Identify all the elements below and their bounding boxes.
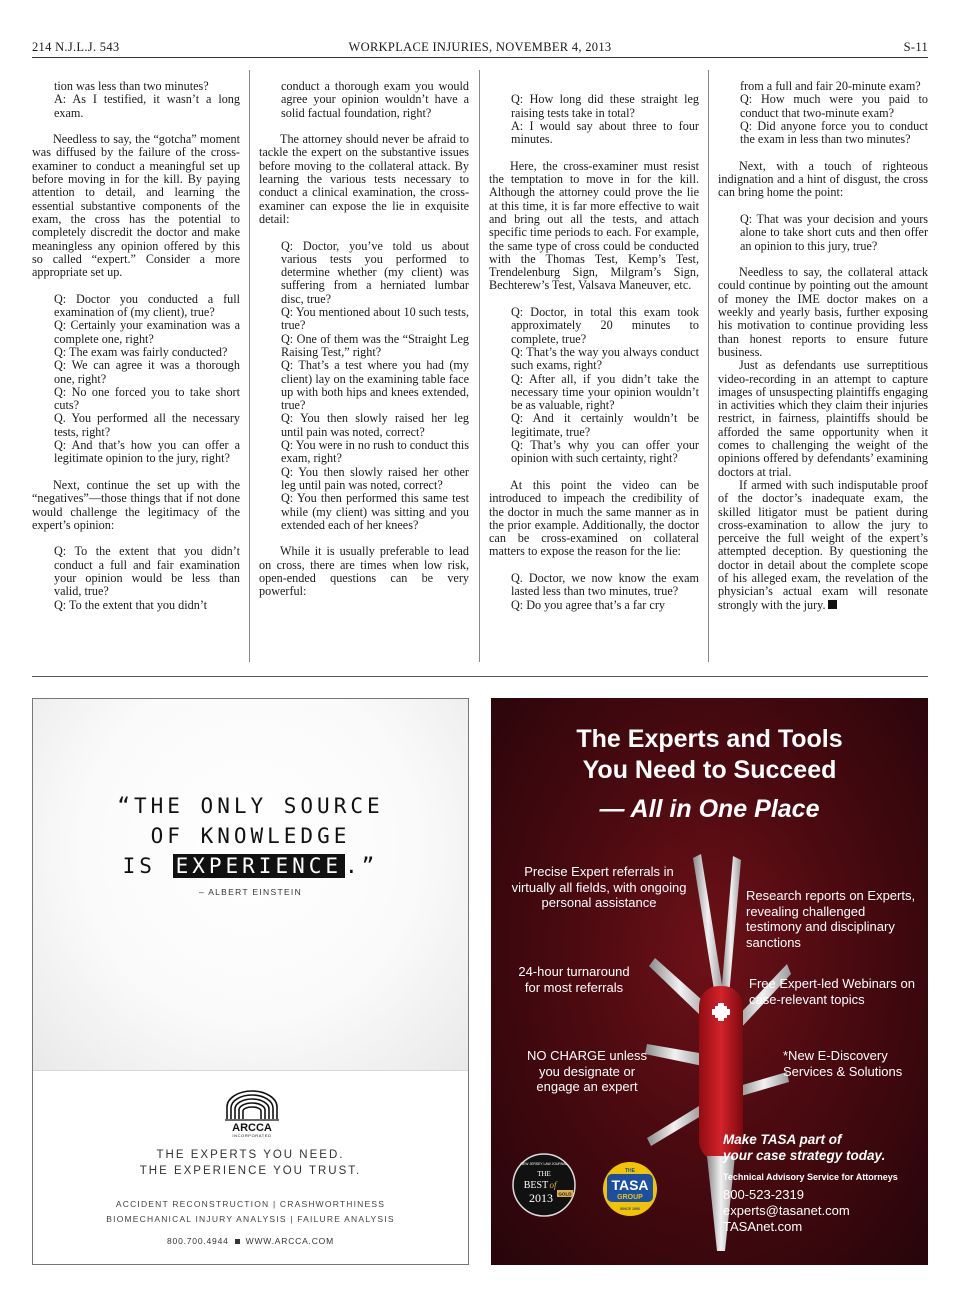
quote-panel [33,699,468,1071]
article-column-4 [718,80,928,662]
qa-line: tion was less than two minutes? [54,80,209,93]
paragraph: Needless to say, the “gotcha” moment was diffused by the failure of the cross-examiner to conduct a meaningful set up before moving in for the kill. By paying attention to detail, and learning the essential substantive components of the exam, the cross has the potential to completely discredit the doctor and make meaningless any opinion offered by this so called “expert.” Consider a more appropriate set up. [32,132,240,280]
qa-block [740,80,928,146]
qa-line: Q: You then slowly raised her leg until pain was noted, correct? [281,411,469,439]
tasa-call-to-action [723,1132,923,1163]
qa-line: Q: Doctor, in total this exam took approximately 20 minutes to complete, true? [511,305,699,346]
badge-best: BEST [523,1180,549,1191]
qa-line: A: As I testified, it wasn’t a long exam. [54,92,240,120]
tasa-email-link[interactable]: experts@tasanet.com [723,1203,850,1218]
badge-journal: NEW JERSEY LAW JOURNAL [520,1162,568,1166]
qa-line: Q: Doctor you conducted a full examination of (my client), true? [54,291,240,320]
quote-highlight: EXPERIENCE [173,854,345,878]
qa-block [511,306,699,466]
arcca-contact [33,1236,468,1246]
tasa-feature-research: Research reports on Experts, revealing challenged testimony and disciplinary sanctions [746,888,916,950]
headline-line: You Need to Succeed [582,756,837,784]
tasa-logo-name: TASA [611,1177,649,1193]
qa-line: Q: You then performed this same test while (my client) was sitting and you extended each of her knees? [281,491,469,532]
cta-line: your case strategy today. [723,1147,886,1163]
cta-line: Make TASA part of [723,1132,842,1147]
qa-line: Q: And it certainly wouldn’t be legitimate, true? [511,411,699,439]
column-divider [249,70,250,662]
qa-line: from a full and fair 20-minute exam? [740,80,921,93]
arcca-services [33,1197,468,1227]
tasa-logo-group: GROUP [617,1194,643,1201]
quote-text: IS [122,854,173,878]
quote-text: .” [345,854,379,878]
tasa-feature-ediscovery: *New E-Discovery Services & Solutions [783,1048,903,1079]
arcca-logo [221,1089,283,1139]
paragraph: While it is usually preferable to lead on cross, there are times when low risk, open-ended questions can be very powerful: [259,544,469,599]
quote-line: “THE ONLY SOURCE [117,794,384,818]
headline-line: — All in One Place [599,795,820,823]
arcca-logo-name: ARCCA [232,1122,272,1134]
qa-line: Q: You were in no rush to conduct this exam, right? [281,438,469,466]
qa-block [511,93,699,146]
tasa-phone: 800-523-2319 [723,1187,804,1202]
qa-block [54,545,240,611]
tasa-group-logo [601,1160,659,1218]
paragraph: Here, the cross-examiner must resist the temptation to move in for the kill. Although the attorney could prove the lie at this time, it is far more effective to wait and bring out all the tests, and attach specific time periods to each. For example, the same type of cross could be conducted with the Thomas Test, Kemp’s Test, Trendelenburg Sign, Milgram’s Sign, Bechterew’s Test, Valsava Maneuver, etc. [489,158,699,293]
page-header [32,40,928,58]
qa-line: Q: You mentioned about 10 such tests, true? [281,305,469,333]
qa-line: Q. Doctor, we now know the exam lasted less than two minutes, true? [511,570,699,599]
arcca-phone: 800.700.4944 [167,1236,229,1246]
arcca-website-link[interactable]: WWW.ARCCA.COM [245,1236,334,1246]
paragraph: Just as defendants use surreptitious video-recording in an attempt to capture images of unsuspecting plaintiffs engaging in activities which they claim their injuries restrict, in fairness, plaintiffs should be afforded the same opportunity when it comes to challenging the weight of the opinions offered by defendants’ examining doctors at trial. [718,358,928,479]
qa-line: Q: Doctor, you’ve told us about various tests you performed to determine whether (my client) was suffering from a herniated lumbar disc, true? [281,238,469,306]
badge-year: 2013 [529,1191,553,1205]
headline-line: The Experts and Tools [576,725,843,753]
qa-line: Q: To the extent that you didn’t conduct a full and fair examination your opinion would be less than valid, true? [54,544,240,599]
article-column-2 [259,80,469,662]
qa-block [740,213,928,253]
column-divider [479,70,480,662]
tagline-line: THE EXPERIENCE YOU TRUST. [139,1165,362,1177]
qa-line: Q: Did anyone force you to conduct the exam in less than two minutes? [740,118,928,147]
qa-line: Q. You performed all the necessary tests, right? [54,411,240,439]
paragraph: At this point the video can be introduced to impeach the credibility of the doctor in much the same manner as in the prior example. Additionally, the doctor can be cross-examined on collateral matters to expose the reason for the lie: [489,477,699,559]
arcca-tagline [33,1147,468,1179]
arcca-advertisement [32,698,469,1265]
paragraph: Next, continue the set up with the “negatives”—those things that if not done would challenge the legitimacy of the expert’s opinion: [32,477,240,532]
qa-line: Q: How long did these straight leg raising tests take in total? [511,92,699,120]
qa-block [511,572,699,612]
badge-gold: GOLD [558,1191,572,1197]
qa-line: Q: That was your decision and yours alone to take short cuts and then offer an opinion to this jury, true? [740,211,928,253]
quote-line [33,851,468,881]
qa-line: Q: We can agree it was a thorough one, right? [54,358,240,386]
tasa-website-link[interactable]: TASAnet.com [723,1219,803,1234]
paragraph: The attorney should never be afraid to tackle the expert on the substantive issues before moving to the collateral attack. By learning the various tests necessary to conduct a clinical examination, the cross-examiner can expose the lie in exquisite detail: [259,132,469,226]
einstein-quote [33,791,468,881]
qa-line: Q: You then slowly raised her other leg until pain was noted, correct? [281,464,469,492]
separator-square-icon [235,1239,240,1244]
qa-line: Q: That’s the way you always conduct such exams, right? [511,344,699,373]
section-rule [32,676,928,677]
badge-of: of [549,1180,557,1190]
paragraph: Needless to say, the collateral attack could continue by pointing out the amount of money the IME doctor makes on a weekly and yearly basis, further exposing his motivation to continue providing less than honest reports to ensure future business. [718,265,928,359]
tasa-feature-no-charge: NO CHARGE unless you designate or engage an expert [527,1048,647,1094]
qa-line: A: I would say about three to four minutes. [511,118,699,147]
best-of-2013-badge [511,1152,577,1218]
qa-line: Q: Do you agree that’s a far cry [511,597,665,612]
qa-line: Q: To the extent that you didn’t [54,597,208,612]
qa-line: Q: And that’s how you can offer a legitimate opinion to the jury, right? [54,438,240,466]
tasa-subtitle: Technical Advisory Service for Attorneys [723,1172,898,1182]
header-page-number: S-11 [903,40,928,54]
paragraph-text: If armed with such indisputable proof of the doctor’s inadequate exam, the skilled litigator must be patient during cross-examination to allow the jury to perceive the full weight of the expert’s attempted deception. By questioning the doctor in detail about the complete scope of his alleged exam, the revelation of the physician’s actual exam will resonate strongly with the jury. [718,477,928,612]
qa-line: Q: Certainly your examination was a complete one, right? [54,318,240,346]
qa-block [281,240,469,533]
qa-line: Q: No one forced you to take short cuts? [54,384,240,413]
qa-line: conduct a thorough exam you would agree your opinion wouldn’t have a solid factual foundation, right? [281,80,469,120]
column-divider [708,70,709,662]
paragraph [718,479,928,612]
tasa-feature-referrals: Precise Expert referrals in virtually all fields, with ongoing personal assistance [511,864,687,910]
qa-line: Q: The exam was fairly conducted? [54,344,228,359]
article-column-1 [32,80,240,662]
tasa-feature-webinars: Free Expert-led Webinars on case-relevant topics [749,976,915,1007]
services-line: BIOMECHANICAL INJURY ANALYSIS | FAILURE ANALYSIS [106,1214,395,1224]
qa-line: Q: That’s a test where you had (my client) lay on the examining table face up with both hips and knees extended, true? [281,358,469,413]
qa-line: Q: After all, if you didn’t take the necessary time your opinion wouldn’t be as valuable, right? [511,371,699,413]
paragraph: Next, with a touch of righteous indignation and a hint of disgust, the cross can bring home the point: [718,158,928,200]
tasa-headline [491,724,928,825]
qa-block [54,293,240,466]
tasa-feature-turnaround: 24-hour turnaround for most referrals [518,964,630,995]
header-citation: 214 N.J.L.J. 543 [32,40,120,54]
qa-line: Q: That’s why you can offer your opinion with such certainty, right? [511,438,699,466]
article-column-3 [489,80,699,662]
badge-the: THE [537,1170,551,1178]
header-section-title: WORKPLACE INJURIES, NOVEMBER 4, 2013 [348,40,612,54]
tasa-logo-the: THE [625,1168,635,1174]
tasa-logo-since: SINCE 1956 [620,1207,640,1211]
qa-line: Q: How much were you paid to conduct that two-minute exam? [740,92,928,120]
quote-line: OF KNOWLEDGE [150,824,351,848]
qa-block [281,80,469,120]
arcca-logo-sub: INCORPORATED [232,1133,272,1138]
tagline-line: THE EXPERTS YOU NEED. [156,1149,345,1161]
tasa-contact [723,1187,923,1235]
services-line: ACCIDENT RECONSTRUCTION | CRASHWORTHINESS [115,1199,386,1209]
qa-block [54,80,240,120]
tasa-advertisement [491,698,928,1265]
quote-attribution: – ALBERT EINSTEIN [198,887,303,897]
qa-line: Q: One of them was the “Straight Leg Raising Test,” right? [281,331,469,359]
end-of-article-mark [828,600,837,609]
